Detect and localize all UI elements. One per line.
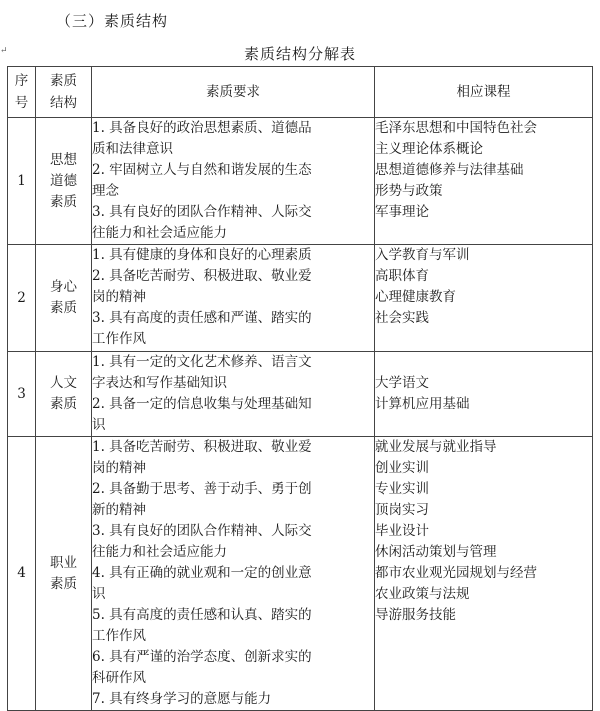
section-heading: （三）素质结构 (56, 12, 169, 30)
table-row (8, 245, 593, 352)
row-category: 人文 素质 (36, 352, 92, 437)
row-requirements: 1. 具有一定的文化艺术修养、语言文 字表达和写作基础知识 2. 具备一定的信息收集与处理基础知 识 (92, 352, 375, 437)
table-caption: 素质结构分解表 (243, 45, 356, 63)
row-number: 3 (8, 352, 36, 437)
quality-structure-table (7, 66, 593, 711)
header-category: 素质 结构 (36, 67, 92, 118)
row-category: 思想 道德 素质 (36, 118, 92, 245)
row-requirements: 1. 具有健康的身体和良好的心理素质 2. 具备吃苦耐劳、积极进取、敬业爱 岗的精神 3. 具有高度的责任感和严谨、踏实的 工作作风 (92, 245, 375, 352)
header-requirements: 素质要求 (92, 67, 375, 118)
row-requirements: 1. 具备吃苦耐劳、积极进取、敬业爱 岗的精神 2. 具备勤于思考、善于动手、勇于创 新的精神 3. 具有良好的团队合作精神、人际交 往能力和社会适应能力 4. 具有正确的就业观和一定的创业意 识 5. 具有高度的责任感和认真、踏实的 工作作风 6. 具有严谨的治学态度、创新求实的 科研作风 7. 具有终身学习的意愿与能力 (92, 437, 375, 711)
row-number: 4 (8, 437, 36, 711)
row-category: 身心 素质 (36, 245, 92, 352)
row-category: 职业 素质 (36, 437, 92, 711)
table-row (8, 352, 593, 437)
table-row (8, 118, 593, 245)
table-row (8, 437, 593, 711)
row-number: 1 (8, 118, 36, 245)
header-courses: 相应课程 (375, 67, 593, 118)
row-number: 2 (8, 245, 36, 352)
paragraph-mark-icon: ↵ (0, 46, 8, 56)
header-no: 序 号 (8, 67, 36, 118)
row-courses: 就业发展与就业指导 创业实训 专业实训 顶岗实习 毕业设计 休闲活动策划与管理 都市农业观光园规划与经营 农业政策与法规 导游服务技能 (375, 437, 593, 711)
row-requirements: 1. 具备良好的政治思想素质、道德品 质和法律意识 2. 牢固树立人与自然和谐发展的生态 理念 3. 具有良好的团队合作精神、人际交 往能力和社会适应能力 (92, 118, 375, 245)
row-courses: 入学教育与军训 高职体育 心理健康教育 社会实践 (375, 245, 593, 352)
row-courses: 毛泽东思想和中国特色社会 主义理论体系概论 思想道德修养与法律基础 形势与政策 军事理论 (375, 118, 593, 245)
row-courses: 大学语文 计算机应用基础 (375, 352, 593, 437)
table-header-row (8, 67, 593, 118)
